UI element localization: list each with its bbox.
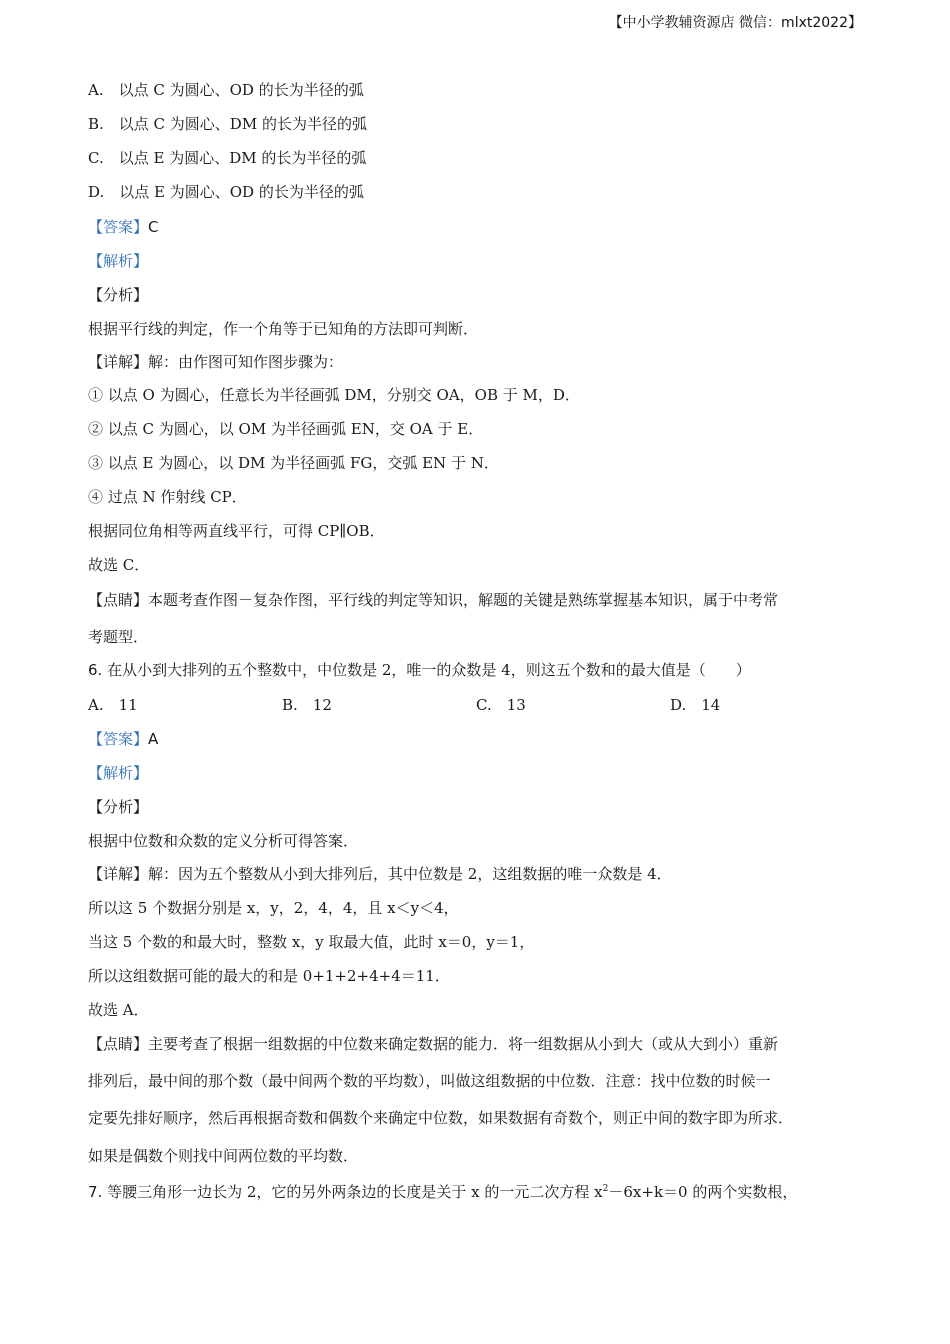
q6-option-b: B. 12: [282, 696, 332, 714]
q5-detail-line: ④ 过点 N 作射线 CP．: [88, 488, 247, 506]
q7-stem: [88, 1179, 797, 1202]
answer-tag: 【答案】: [88, 218, 149, 236]
q5-fenxi-tag: 【分析】: [88, 286, 149, 304]
q7-stem-a: 等腰三角形一边长为 2，它的另外两条边的长度是关于 x 的一元二次方程 x: [107, 1183, 603, 1201]
q6-detail-line: 当这 5 个数的和最大时，整数 x，y 取最大值，此时 x＝0，y＝1，: [88, 933, 535, 951]
q5-fenxi-text: 根据平行线的判定，作一个角等于已知角的方法即可判断．: [88, 320, 479, 338]
q5-detail-line: 故选 C．: [88, 556, 150, 574]
q5-jiexi-tag: 【解析】: [88, 252, 149, 270]
q5-detail-line: ② 以点 C 为圆心，以 OM 为半径画弧 EN，交 OA 于 E．: [88, 420, 484, 438]
q6-number: 6.: [88, 661, 103, 679]
q7-stem-b: －6x+k＝0 的两个实数根，: [608, 1183, 798, 1201]
q6-dianjing-line: 【点睛】主要考查了根据一组数据的中位数来确定数据的能力．将一组数据从小到大（或从大到小）重新: [88, 1035, 779, 1053]
q6-detail-line: 【详解】解：因为五个整数从小到大排列后，其中位数是 2，这组数据的唯一众数是 4．: [88, 865, 672, 883]
q6-fenxi-text: 根据中位数和众数的定义分析可得答案．: [88, 832, 359, 850]
q6-detail-line: 故选 A．: [88, 1001, 149, 1019]
q5-dianjing-line: 【点睛】本题考查作图－复杂作图，平行线的判定等知识，解题的关键是熟练掌握基本知识，属于中考常: [88, 591, 779, 609]
answer-tag: 【答案】: [88, 730, 149, 748]
q5-detail-line: ③ 以点 E 为圆心，以 DM 为半径画弧 FG，交弧 EN 于 N．: [88, 454, 499, 472]
q5-answer: [88, 217, 159, 237]
q7-exponent: 2: [602, 1184, 609, 1194]
q6-dianjing-line: 如果是偶数个则找中间两位数的平均数．: [88, 1147, 359, 1165]
q5-detail-line: 【详解】解：由作图可知作图步骤为：: [88, 353, 344, 371]
q5-detail-line: 根据同位角相等两直线平行，可得 CP∥OB．: [88, 522, 385, 540]
answer-value: A: [148, 730, 159, 748]
q6-dianjing-line: 排列后，最中间的那个数（最中间两个数的平均数），叫做这组数据的中位数．注意：找中位数的时候一: [88, 1072, 771, 1090]
q6-option-a: A. 11: [88, 696, 138, 714]
q6-detail-line: 所以这 5 个数据分别是 x，y，2，4，4，且 x＜y＜4，: [88, 899, 459, 917]
q5-option-c: C. 以点 E 为圆心、DM 的长为半径的弧: [88, 149, 367, 167]
q6-stem: [88, 660, 751, 680]
q5-option-b: B. 以点 C 为圆心、DM 的长为半径的弧: [88, 115, 367, 133]
q7-number: 7.: [88, 1183, 103, 1201]
q5-option-a: A. 以点 C 为圆心、OD 的长为半径的弧: [88, 81, 364, 99]
q6-stem-text: 在从小到大排列的五个整数中，中位数是 2，唯一的众数是 4，则这五个数和的最大值是（ ）: [107, 661, 751, 679]
q5-option-d: D. 以点 E 为圆心、OD 的长为半径的弧: [88, 183, 364, 201]
q6-answer: [88, 729, 158, 749]
answer-value: C: [148, 218, 159, 236]
q5-dianjing-line: 考题型．: [88, 628, 149, 646]
q5-detail-line: ① 以点 O 为圆心，任意长为半径画弧 DM，分别交 OA，OB 于 M，D．: [88, 386, 580, 404]
shop-header: 【中小学教辅资源店 微信：mlxt2022】: [608, 15, 862, 31]
q6-option-d: D. 14: [670, 696, 721, 714]
q6-fenxi-tag: 【分析】: [88, 798, 149, 816]
q6-jiexi-tag: 【解析】: [88, 764, 149, 782]
q6-dianjing-line: 定要先排好顺序，然后再根据奇数和偶数个来确定中位数，如果数据有奇数个，则正中间的数字即为所求．: [88, 1109, 794, 1127]
q6-option-c: C. 13: [476, 696, 526, 714]
q6-detail-line: 所以这组数据可能的最大的和是 0+1+2+4+4＝11．: [88, 967, 450, 985]
